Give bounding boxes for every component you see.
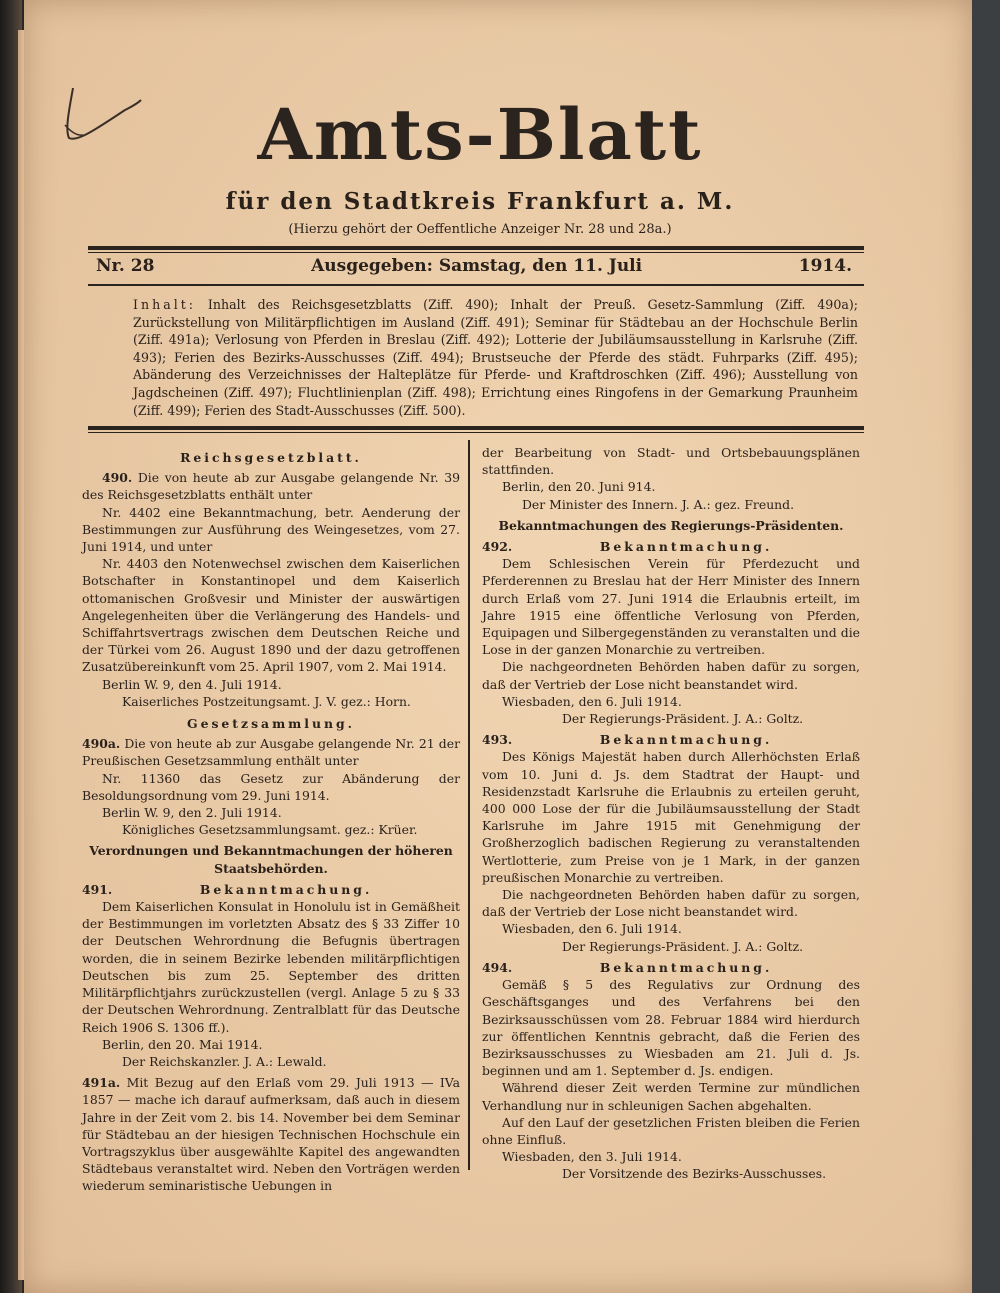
signature: Königliches Gesetzsammlungsamt. gez.: Krüer. [122,822,418,838]
item-491a [82,1074,460,1194]
contents-text: Inhalt des Reichsgesetzblatts (Ziff. 490); Inhalt der Preuß. Gesetz-Sammlung (Ziff. 490a); Zurückstellung von Militärpflichtigen im Ausland (Ziff. 491); Seminar für Städtebau an der Hochschule Berlin (Ziff. 491a); Verlosung von Pferden in Breslau (Ziff. 492); Lotterie der Jubiläumsausstellung in Karlsruhe (Ziff. 493); Ferien des Bezirks-Ausschusses (Ziff. 494); Brustseuche der Pferde des städt. Fuhrparks (Ziff. 495); Abänderung des Verzeichnisses der Halteplätze für Pferde- und Kraftdroschken (Ziff. 496); Ausstellung von Jagdscheinen (Ziff. 497); Fluchtlinienplan (Ziff. 498); Errichtung eines Ringofens in der Gemarkung Praunheim (Ziff. 499); Ferien des Stadt-Ausschusses (Ziff. 500). [133,297,858,418]
signature-place-date: Berlin, den 20. Mai 1914. [102,1036,263,1052]
paragraph: Die von heute ab zur Ausgabe gelangende Nr. 39 des Reichsgesetzblatts enthält unter [82,470,460,503]
signature: Der Vorsitzende des Bezirks-Ausschusses. [562,1166,827,1182]
masthead-note: (Hierzu gehört der Oeffentliche Anzeiger Nr. 28 und 28a.) [288,222,672,237]
masthead-subtitle: für den Stadtkreis Frankfurt a. M. [225,188,735,215]
section-heading-regierungs-praesident: Bekanntmachungen des Regierungs-Präsidenten. [498,517,844,533]
notice-heading: Bekanntmachung. [199,881,373,897]
scan-background [972,0,1000,1293]
paragraph: Dem Kaiserlichen Konsulat in Honolulu ist in Gemäßheit der Bestimmungen im vorletzten Absatz des § 33 Ziffer 10 der Deutschen Wehrordnung die Befugnis übertragen worden, die in seinem Bezirke lebenden militärpflichtigen Deutschen bis zum 25. September des dritten Militärpflichtjahrs zurückzustellen (vergl. Anlage 5 zu § 33 der Deutschen Wehrordnung. Zentralblatt für das Deutsche Reich 1906 S. 1306 ff.). [82,899,460,1035]
item-number: 492. [482,539,513,555]
signature: Der Minister des Innern. J. A.: gez. Freund. [522,496,795,512]
signature-place-date: Wiesbaden, den 6. Juli 1914. [502,921,682,937]
signature-place-date: Wiesbaden, den 6. Juli 1914. [502,693,682,709]
issue-year: 1914. [798,256,852,276]
right-column [482,444,860,1183]
issue-number: Nr. 28 [96,256,155,276]
contents-label: Inhalt: [133,297,197,312]
notice-heading: Bekanntmachung. [599,959,773,975]
item-494-header [482,959,860,976]
signature-place-date: Berlin W. 9, den 4. Juli 1914. [102,676,282,692]
item-number: 490. [102,470,133,486]
item-number: 490a. [82,736,121,752]
signature: Der Reichskanzler. J. A.: Lewald. [122,1053,327,1069]
rule-issue [88,284,864,286]
signature-place-date: Berlin, den 20. Juni 914. [502,479,656,495]
item-493-header [482,731,860,748]
item-490 [82,469,460,503]
notice-heading: Bekanntmachung. [599,732,773,748]
left-column [82,444,460,1195]
item-490a [82,735,460,769]
paragraph: Dem Schlesischen Verein für Pferdezucht und Pferderennen zu Breslau hat der Herr Minister des Innern durch Erlaß vom 27. Juni 1914 die Erlaubnis erteilt, im Jahre 1915 eine öffentliche Verlosung von Pferden, Equipagen und Silbergegenständen zu veranstalten und die Lose in der ganzen Monarchie zu vertreiben. [482,556,860,658]
issue-line [96,256,852,280]
paragraph: Des Königs Majestät haben durch Allerhöchsten Erlaß vom 10. Juni d. Js. dem Stadtrat der Haupt- und Residenzstadt Karlsruhe die Erlaubnis zu erteilen geruht, 400 000 Lose der für die Jubiläumsausstellung der Stadt Karlsruhe im Jahre 1915 mit Genehmigung der Großherzoglich badischen Regierung zu veranstaltenden Wertlotterie, zum Preise von je 1 Mark, in der ganzen preußischen Monarchie zu vertreiben. [482,749,860,885]
signature-place-date: Wiesbaden, den 3. Juli 1914. [502,1149,682,1165]
item-number: 491. [82,881,113,897]
item-number: 491a. [82,1075,121,1091]
paragraph: Die nachgeordneten Behörden haben dafür zu sorgen, daß der Vertrieb der Lose nicht beanstandet wird. [482,887,860,920]
section-heading-verordnungen: Verordnungen und Bekanntmachungen der höheren Staatsbehörden. [89,843,453,876]
item-491-header [82,881,460,898]
section-heading-reichsgesetzblatt: Reichsgesetzblatt. [180,450,362,465]
rule-top-thick [88,246,864,250]
paragraph: Mit Bezug auf den Erlaß vom 29. Juli 1913 — IVa 1857 — mache ich darauf aufmerksam, daß auch in diesem Jahre in der Zeit vom 2. bis 14. November bei dem Seminar für Städtebau an der hiesigen Technischen Hochschule ein Vortragszyklus über ausgewählte Kapitel des angewandten Städtebaus veranstaltet wird. Neben den Vorträgen werden wiederum seminaristische Uebungen in [82,1075,460,1194]
paragraph: der Bearbeitung von Stadt- und Ortsbebauungsplänen stattfinden. [482,445,860,478]
notice-heading: Bekanntmachung. [599,539,773,555]
signature-place-date: Berlin W. 9, den 2. Juli 1914. [102,805,282,821]
paragraph: Gemäß § 5 des Regulativs zur Ordnung des Geschäftsganges und des Verfahrens bei den Bezirksausschüssen vom 28. Februar 1884 wird hierdurch zur öffentlichen Kenntnis gebracht, daß die Ferien des Bezirksausschusses zu Wiesbaden am 21. Juli d. Js. beginnen und am 1. September d. Js. endigen. [482,977,860,1079]
paragraph: Während dieser Zeit werden Termine zur mündlichen Verhandlung nur in schleunigen Sachen abgehalten. [482,1080,860,1113]
paragraph: Die von heute ab zur Ausgabe gelangende Nr. 21 der Preußischen Gesetzsammlung enthält unter [82,736,460,769]
signature: Der Regierungs-Präsident. J. A.: Goltz. [562,938,804,954]
rule-top-thin [88,252,864,253]
paragraph: Nr. 4402 eine Bekanntmachung, betr. Aenderung der Bestimmungen zur Ausführung des Weingesetzes, vom 27. Juni 1914, und unter [82,504,460,555]
paragraph: Nr. 11360 das Gesetz zur Abänderung der Besoldungsordnung vom 29. Juni 1914. [82,770,460,803]
section-heading-gesetzsammlung: Gesetzsammlung. [186,716,355,732]
paragraph: Die nachgeordneten Behörden haben dafür zu sorgen, daß der Vertrieb der Lose nicht beanstandet wird. [482,659,860,692]
table-of-contents [133,296,858,419]
paragraph: Nr. 4403 den Notenwechsel zwischen dem Kaiserlichen Botschafter in Konstantinopel und dem Kaiserlich ottomanischen Großvesir und Minister der auswärtigen Angelegenheiten über die Verlängerung des Handels- und Schiffahrtsvertrags zwischen dem Deutschen Reiche und der Türkei vom 26. August 1890 und der dazu getroffenen Zusatzübereinkunft vom 25. April 1907, vom 2. Mai 1914. [82,556,460,675]
item-492-header [482,538,860,555]
issue-date: Ausgegeben: Samstag, den 11. Juli [311,256,643,276]
rule-contents-thin [88,432,864,433]
column-divider [468,440,470,1170]
signature: Kaiserliches Postzeitungsamt. J. V. gez.: Horn. [122,693,411,709]
paragraph: Auf den Lauf der gesetzlichen Fristen bleiben die Ferien ohne Einfluß. [482,1114,860,1147]
signature: Der Regierungs-Präsident. J. A.: Goltz. [562,711,804,727]
item-number: 493. [482,732,513,748]
item-number: 494. [482,959,513,975]
rule-contents-thick [88,426,864,430]
masthead-title: Amts-Blatt [257,93,703,176]
